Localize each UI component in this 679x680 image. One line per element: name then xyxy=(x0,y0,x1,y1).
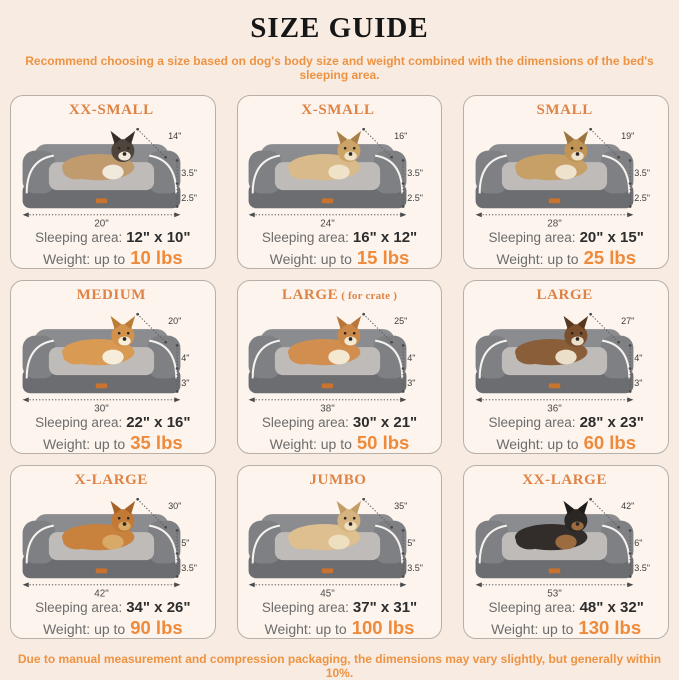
pet-chest xyxy=(329,350,350,365)
weight-value: 100 lbs xyxy=(351,617,415,638)
bed-logo xyxy=(96,568,108,573)
base-height-dimension-label: 2.5" xyxy=(407,192,424,203)
sleeping-area-value: 34" x 26" xyxy=(126,599,191,616)
size-name: X-SMALL xyxy=(301,102,375,118)
weight-line xyxy=(242,432,438,454)
dog-bed-illustration xyxy=(469,491,663,598)
weight-line xyxy=(468,617,664,639)
base-height-dimension-label: 3" xyxy=(181,377,190,388)
pet-nose xyxy=(349,337,353,341)
sleeping-area-label: Sleeping area: xyxy=(35,415,123,430)
weight-label: Weight: up to xyxy=(42,436,126,452)
pet-hind xyxy=(63,161,91,179)
pet-chest xyxy=(555,350,576,365)
sleeping-area-value: 22" x 16" xyxy=(126,414,191,431)
size-title xyxy=(468,472,664,490)
width-dimension-label: 38" xyxy=(320,403,336,413)
size-grid xyxy=(10,95,669,639)
bed-logo xyxy=(549,568,561,573)
bolster-height-dimension-label: 4" xyxy=(181,353,190,364)
weight-label: Weight: up to xyxy=(491,621,574,637)
sleeping-area-value: 37" x 31" xyxy=(352,599,418,616)
sleeping-area-line xyxy=(468,229,664,246)
recommendation-subtitle: Recommend choosing a size based on dog's body size and weight combined with the dimensions of the bed's sleeping area. xyxy=(25,54,654,82)
sleeping-area-value: 48" x 32" xyxy=(579,599,644,616)
sleeping-area-line xyxy=(15,599,211,616)
depth-dimension-label: 42" xyxy=(621,501,635,512)
weight-line xyxy=(468,432,664,454)
depth-dimension-label: 25" xyxy=(394,316,408,327)
pet-chest xyxy=(102,350,123,365)
weight-value: 50 lbs xyxy=(356,432,410,453)
dog-bed-illustration xyxy=(16,121,210,228)
pet-chest xyxy=(102,535,123,550)
size-title xyxy=(468,287,664,305)
sleeping-area-label: Sleeping area: xyxy=(35,230,123,245)
size-title xyxy=(15,472,211,490)
size-name: LARGE xyxy=(281,287,339,303)
pet-hind xyxy=(516,346,544,364)
width-dimension-label: 36" xyxy=(547,403,562,413)
sleeping-area-label: Sleeping area: xyxy=(261,600,349,615)
size-title xyxy=(15,102,211,120)
base-height-dimension-label: 3.5" xyxy=(407,562,424,573)
weight-value: 10 lbs xyxy=(130,247,183,268)
size-name-suffix: ( for crate ) xyxy=(341,290,398,302)
size-card-jumbo xyxy=(237,465,443,639)
bed-logo xyxy=(96,383,108,388)
sleeping-area-value: 12" x 10" xyxy=(126,229,191,246)
pet-hind xyxy=(289,161,317,179)
base-height-dimension-label: 3.5" xyxy=(634,562,651,573)
dog-bed-illustration xyxy=(16,306,210,413)
sleeping-area-line xyxy=(468,599,664,616)
sleeping-area-line xyxy=(15,229,211,246)
weight-line xyxy=(15,432,211,454)
width-dimension-label: 53" xyxy=(547,588,562,598)
sleeping-area-line xyxy=(468,414,664,431)
weight-line xyxy=(468,247,664,269)
sleeping-area-label: Sleeping area: xyxy=(35,600,123,615)
dog-bed-illustration xyxy=(469,121,663,228)
pet-eye-left xyxy=(344,332,347,335)
sleeping-area-line xyxy=(15,414,211,431)
sleeping-area-line xyxy=(242,599,438,616)
size-name: X-LARGE xyxy=(74,472,149,488)
sleeping-area-label: Sleeping area: xyxy=(488,415,576,430)
pet-nose xyxy=(349,152,353,156)
bolster-height-dimension-label: 5" xyxy=(407,538,416,549)
pet-eye-left xyxy=(118,517,121,520)
pet-eye-left xyxy=(118,147,121,150)
depth-dimension-label: 16" xyxy=(394,131,408,142)
sleeping-area-value: 20" x 15" xyxy=(579,229,644,246)
sleeping-area-value: 30" x 21" xyxy=(352,414,418,431)
size-title xyxy=(242,472,438,490)
bolster-height-dimension-label: 3.5" xyxy=(634,168,651,179)
size-card-xx-small xyxy=(10,95,216,269)
pet-eye-left xyxy=(571,517,574,520)
weight-label: Weight: up to xyxy=(496,251,579,267)
size-card-large xyxy=(463,280,669,454)
depth-dimension-label: 19" xyxy=(621,131,635,142)
bolster-height-dimension-label: 4" xyxy=(634,353,643,364)
pet-eye-left xyxy=(571,332,574,335)
bed-logo xyxy=(549,198,561,203)
base-height-dimension-label: 3" xyxy=(407,377,416,388)
base-height-dimension-label: 2.5" xyxy=(181,192,197,203)
pet-eye-right xyxy=(127,332,130,335)
bed-logo xyxy=(322,198,334,203)
pet-eye-left xyxy=(571,147,574,150)
size-title xyxy=(15,287,211,305)
weight-value: 130 lbs xyxy=(578,617,642,638)
width-dimension-label: 45" xyxy=(320,588,336,598)
bed-logo xyxy=(322,568,334,573)
pet-eye-right xyxy=(580,332,583,335)
pet-chest xyxy=(555,535,576,550)
dog-bed-illustration xyxy=(242,121,436,228)
pet-eye-right xyxy=(353,147,356,150)
size-card-small xyxy=(463,95,669,269)
page-title: SIZE GUIDE xyxy=(250,12,429,44)
depth-dimension-label: 30" xyxy=(167,501,182,512)
size-card-x-small xyxy=(237,95,443,269)
pet-nose xyxy=(123,522,127,526)
size-name: XX-SMALL xyxy=(68,102,154,118)
pet-hind xyxy=(63,531,91,549)
pet-eye-left xyxy=(344,517,347,520)
weight-line xyxy=(15,247,211,269)
size-title xyxy=(242,102,438,120)
pet-hind xyxy=(289,346,317,364)
weight-label: Weight: up to xyxy=(269,436,352,452)
size-card-x-large xyxy=(10,465,216,639)
weight-line xyxy=(242,617,438,639)
pet-nose xyxy=(123,152,127,156)
base-height-dimension-label: 3.5" xyxy=(181,562,197,573)
sleeping-area-line xyxy=(242,414,438,431)
bed-logo xyxy=(322,383,334,388)
sleeping-area-line xyxy=(242,229,438,246)
weight-label: Weight: up to xyxy=(496,436,579,452)
pet-nose xyxy=(123,337,127,341)
size-title xyxy=(242,287,438,305)
pet-hind xyxy=(63,346,91,364)
size-card-medium xyxy=(10,280,216,454)
sleeping-area-label: Sleeping area: xyxy=(488,600,576,615)
pet-chest xyxy=(329,165,350,180)
size-name: SMALL xyxy=(536,102,593,118)
size-card-xx-large xyxy=(463,465,669,639)
width-dimension-label: 30" xyxy=(94,403,109,413)
pet-hind xyxy=(289,531,317,549)
bed-logo xyxy=(96,198,108,203)
pet-chest xyxy=(102,165,123,180)
pet-eye-right xyxy=(580,147,583,150)
pet-eye-right xyxy=(127,147,130,150)
pet-hind xyxy=(516,531,544,549)
bolster-height-dimension-label: 3.5" xyxy=(181,168,197,179)
weight-line xyxy=(15,617,211,639)
pet-nose xyxy=(349,522,353,526)
width-dimension-label: 20" xyxy=(94,218,109,228)
bolster-height-dimension-label: 3.5" xyxy=(407,168,424,179)
pet-nose xyxy=(576,152,580,156)
weight-line xyxy=(242,247,438,269)
pet-chest xyxy=(329,535,350,550)
dog-bed-illustration xyxy=(469,306,663,413)
width-dimension-label: 28" xyxy=(547,218,562,228)
size-name: JUMBO xyxy=(309,472,367,488)
width-dimension-label: 42" xyxy=(94,588,109,598)
size-name: MEDIUM xyxy=(76,287,147,303)
pet-chest xyxy=(555,165,576,180)
bed-logo xyxy=(549,383,561,388)
depth-dimension-label: 20" xyxy=(167,316,182,327)
width-dimension-label: 24" xyxy=(320,218,336,228)
pet-eye-right xyxy=(353,517,356,520)
sleeping-area-label: Sleeping area: xyxy=(488,230,576,245)
size-name: LARGE xyxy=(536,287,593,303)
weight-label: Weight: up to xyxy=(42,251,126,267)
pet-nose xyxy=(576,337,580,341)
pet-eye-right xyxy=(580,517,583,520)
weight-label: Weight: up to xyxy=(264,621,347,637)
pet-nose xyxy=(576,522,580,526)
weight-value: 25 lbs xyxy=(583,247,637,268)
sleeping-area-value: 28" x 23" xyxy=(579,414,644,431)
base-height-dimension-label: 3" xyxy=(634,377,643,388)
weight-value: 15 lbs xyxy=(356,247,410,268)
weight-label: Weight: up to xyxy=(42,621,126,637)
sleeping-area-label: Sleeping area: xyxy=(261,415,349,430)
sleeping-area-value: 16" x 12" xyxy=(352,229,418,246)
pet-eye-left xyxy=(118,332,121,335)
bolster-height-dimension-label: 6" xyxy=(634,538,643,549)
weight-value: 60 lbs xyxy=(583,432,637,453)
bolster-height-dimension-label: 5" xyxy=(181,538,190,549)
size-card-large-for-crate xyxy=(237,280,443,454)
measurement-footnote: Due to manual measurement and compression packaging, the dimensions may vary slightly, but generally within 10%. xyxy=(17,652,662,680)
dog-bed-illustration xyxy=(242,491,436,598)
depth-dimension-label: 35" xyxy=(394,501,408,512)
pet-eye-right xyxy=(127,517,130,520)
dog-bed-illustration xyxy=(242,306,436,413)
pet-eye-left xyxy=(344,147,347,150)
size-title xyxy=(468,102,664,120)
weight-label: Weight: up to xyxy=(269,251,352,267)
sleeping-area-label: Sleeping area: xyxy=(261,230,349,245)
dog-bed-illustration xyxy=(16,491,210,598)
weight-value: 35 lbs xyxy=(130,432,183,453)
weight-value: 90 lbs xyxy=(130,617,183,638)
pet-eye-right xyxy=(353,332,356,335)
depth-dimension-label: 14" xyxy=(167,131,182,142)
pet-hind xyxy=(516,161,544,179)
depth-dimension-label: 27" xyxy=(621,316,635,327)
base-height-dimension-label: 2.5" xyxy=(634,192,651,203)
size-name: XX-LARGE xyxy=(522,472,608,488)
bolster-height-dimension-label: 4" xyxy=(407,353,416,364)
